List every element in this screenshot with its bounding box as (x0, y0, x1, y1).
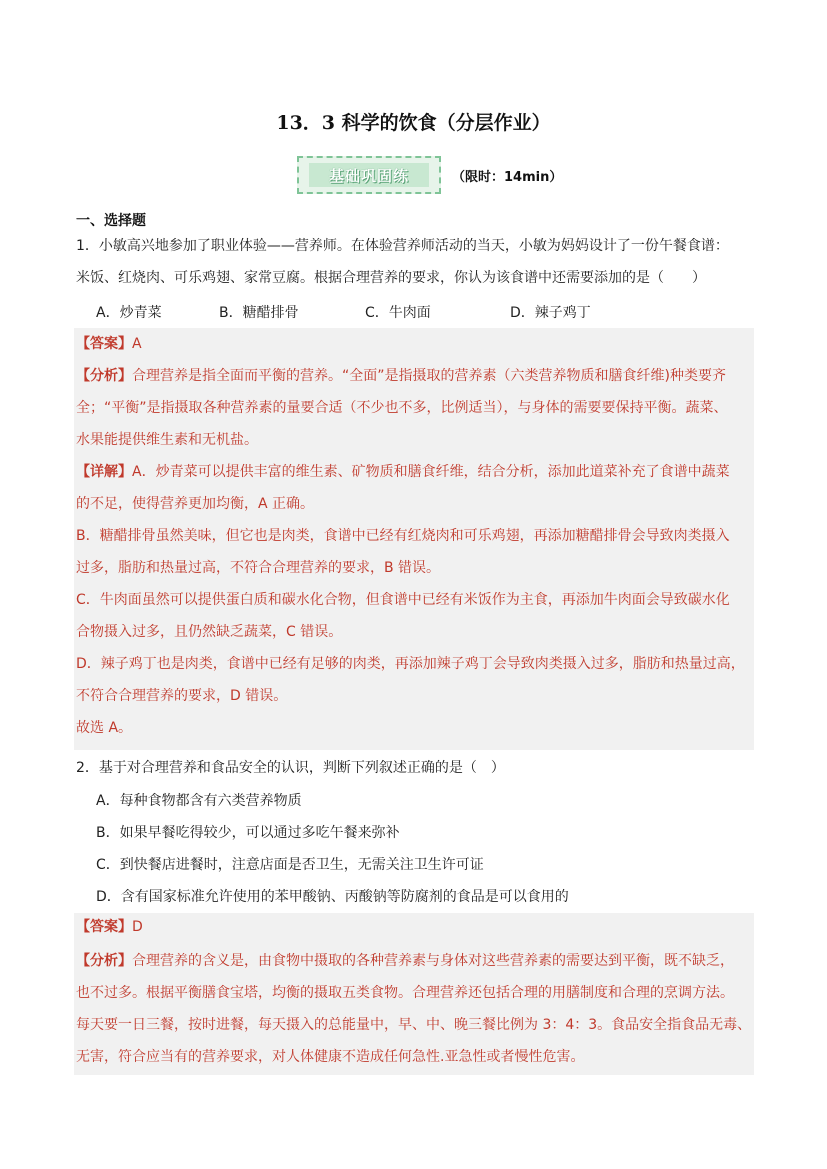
q1-detail-tag: 【详解】 (76, 464, 132, 480)
q1-detail-line-3: B．糖醋排骨虽然美味，但它也是肉类，食谱中已经有红烧肉和可乐鸡翅，再添加糖醋排骨会导致肉类摄入 (76, 528, 730, 544)
q2-answer-tag: 【答案】 (76, 919, 132, 935)
q2-option-d: D．含有国家标准允许使用的苯甲酸钠、丙酸钠等防腐剂的食品是可以食用的 (96, 889, 569, 905)
q1-option-b: B．糖醋排骨 (219, 305, 299, 321)
q1-option-d: D．辣子鸡丁 (510, 305, 591, 321)
q2-option-a: A．每种食物都含有六类营养物质 (96, 793, 302, 809)
q1-stem-line-2: 米饭、红烧肉、可乐鸡翅、家常豆腐。根据合理营养的要求，你认为该食谱中还需要添加的是（ ） (76, 270, 706, 286)
q1-analysis-text-1: 合理营养是指全面而平衡的营养。“全面”是指摄取的营养素（六类营养物质和膳食纤维)种类要齐 (132, 368, 726, 384)
banner-label: 基础巩固练 (309, 163, 429, 187)
q1-detail-line-1 (76, 462, 754, 482)
q1-analysis-line-3: 水果能提供维生素和无机盐。 (76, 432, 258, 448)
page-title: 13．3 科学的饮食（分层作业） (276, 112, 551, 134)
q1-option-a: A．炒青菜 (96, 305, 162, 321)
q1-detail-line-2: 的不足，使得营养更加均衡，A 正确。 (76, 496, 315, 512)
q2-stem: 2．基于对合理营养和食品安全的认识，判断下列叙述正确的是（ ） (76, 760, 505, 776)
q2-option-b: B．如果早餐吃得较少，可以通过多吃午餐来弥补 (96, 825, 400, 841)
q1-answer-block (74, 328, 754, 750)
section-heading: 一、选择题 (76, 213, 146, 229)
q2-analysis-line-4: 无害，符合应当有的营养要求，对人体健康不造成任何急性.亚急性或者慢性危害。 (76, 1049, 585, 1065)
q1-answer-line (76, 334, 754, 354)
q2-answer-block (74, 913, 754, 1075)
q2-answer-value: D (132, 919, 143, 935)
q1-detail-line-6: 合物摄入过多，且仍然缺乏蔬菜，C 错误。 (76, 624, 343, 640)
q1-option-c: C．牛肉面 (365, 305, 431, 321)
section-banner (297, 156, 441, 194)
q2-option-c: C．到快餐店进餐时，注意店面是否卫生，无需关注卫生许可证 (96, 857, 484, 873)
q1-detail-line-5: C．牛肉面虽然可以提供蛋白质和碳水化合物，但食谱中已经有米饭作为主食，再添加牛肉面会导致碳水化 (76, 592, 730, 608)
q1-answer-value: A (132, 336, 142, 352)
q2-answer-line (76, 917, 754, 937)
q2-analysis-line-1 (76, 951, 754, 971)
q1-detail-line-7: D．辣子鸡丁也是肉类，食谱中已经有足够的肉类，再添加辣子鸡丁会导致肉类摄入过多，脂肪和热量过高， (76, 656, 745, 672)
q2-analysis-line-3: 每天要一日三餐，按时进餐，每天摄入的总能量中，早、中、晚三餐比例为 3：4：3。食品安全指食品无毒、 (76, 1017, 752, 1033)
q2-analysis-text-1: 合理营养的含义是，由食物中摄取的各种营养素与身体对这些营养素的需要达到平衡，既不缺乏， (132, 953, 734, 969)
time-limit: （限时：14min） (452, 170, 563, 185)
q2-analysis-line-2: 也不过多。根据平衡膳食宝塔，均衡的摄取五类食物。合理营养还包括合理的用膳制度和合理的烹调方法。 (76, 985, 734, 1001)
q1-stem-line-1: 1．小敏高兴地参加了职业体验——营养师。在体验营养师活动的当天，小敏为妈妈设计了一份午餐食谱： (76, 238, 729, 254)
q1-detail-line-4: 过多，脂肪和热量过高，不符合合理营养的要求，B 错误。 (76, 560, 441, 576)
q1-conclusion: 故选 A。 (76, 720, 133, 736)
q2-analysis-tag: 【分析】 (76, 953, 132, 969)
q1-analysis-tag: 【分析】 (76, 368, 132, 384)
q1-analysis-line-2: 全；“平衡”是指摄取各种营养素的量要合适（不少也不多，比例适当），与身体的需要要保持平衡。蔬菜、 (76, 400, 728, 416)
q1-detail-line-8: 不符合合理营养的要求，D 错误。 (76, 688, 288, 704)
q1-answer-tag: 【答案】 (76, 336, 132, 352)
q1-detail-text-1: A．炒青菜可以提供丰富的维生素、矿物质和膳食纤维，结合分析，添加此道菜补充了食谱中蔬菜 (132, 464, 730, 480)
q1-analysis-line-1 (76, 366, 754, 386)
